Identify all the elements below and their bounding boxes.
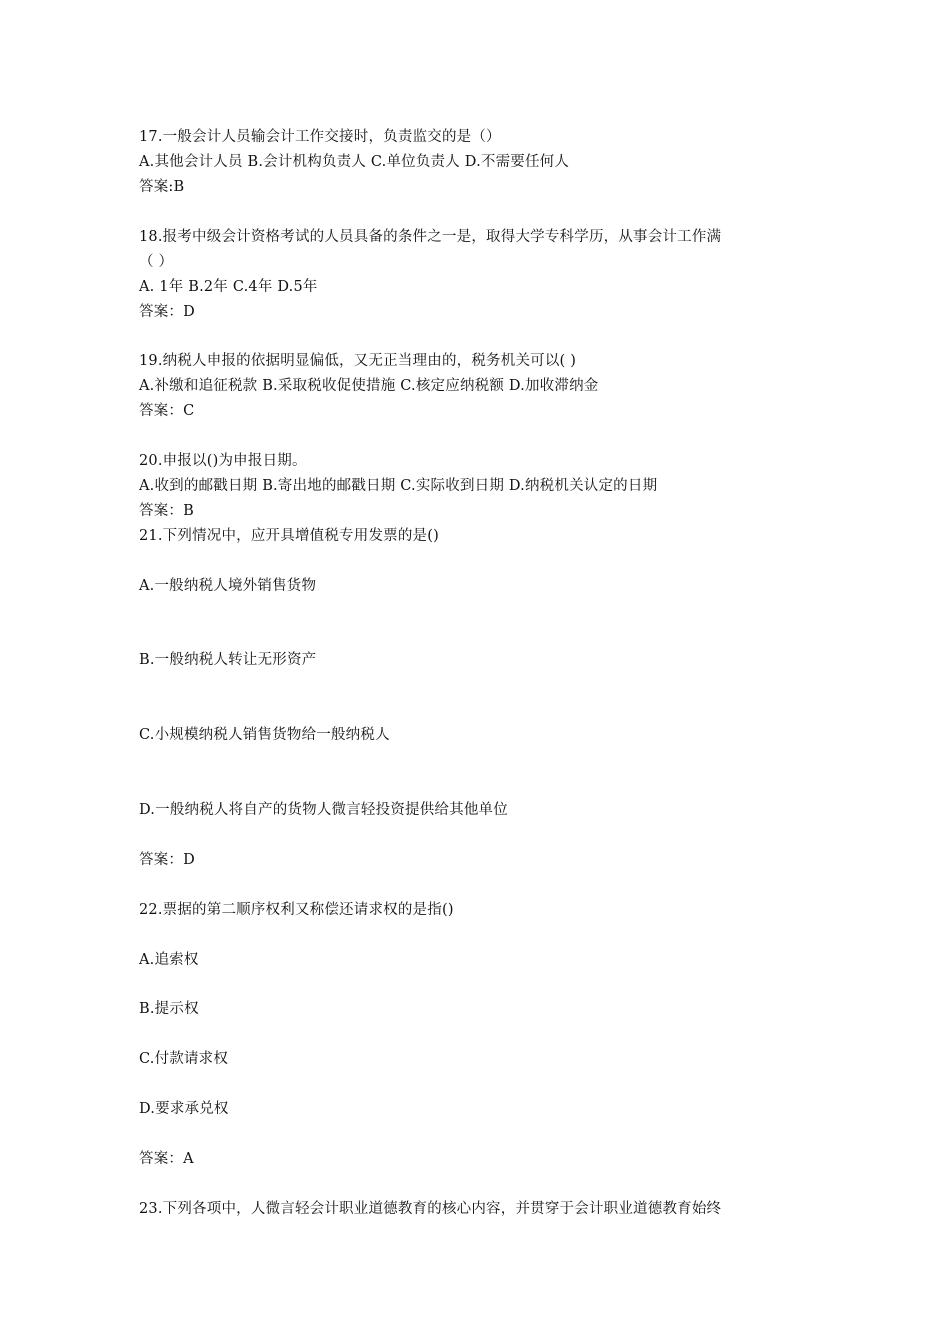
question-19-answer: 答案：C [139,403,195,419]
question-18: 18.报考中级会计资格考试的人员具备的条件之一是，取得大学专科学历，从事会计工作满 [139,229,722,245]
question-18-answer: 答案：D [139,304,195,320]
question-23: 23.下列各项中，人微言轻会计职业道德教育的核心内容，并贯穿于会计职业道德教育始终 [139,1201,722,1217]
question-22-option-d: D.要求承兑权 [139,1101,229,1117]
question-22-option-b: B.提示权 [139,1001,199,1017]
question-21-option-c: C.小规模纳税人销售货物给一般纳税人 [139,727,390,743]
question-22: 22.票据的第二顺序权利又称偿还请求权的是指() [139,902,454,918]
question-21-option-b: B.一般纳税人转让无形资产 [139,652,317,668]
question-20-answer: 答案：B [139,503,194,519]
question-17-options: A.其他会计人员 B.会计机构负责人 C.单位负责人 D.不需要任何人 [139,154,570,170]
question-20-options: A.收到的邮戳日期 B.寄出地的邮戳日期 C.实际收到日期 D.纳税机关认定的日期 [139,478,658,494]
question-20: 20.申报以()为申报日期。 [139,453,307,469]
question-19-options: A.补缴和追征税款 B.采取税收促使措施 C.核定应纳税额 D.加收滞纳金 [139,378,599,394]
question-21-option-a: A.一般纳税人境外销售货物 [139,578,317,594]
question-19: 19.纳税人申报的依据明显偏低，又无正当理由的，税务机关可以( ) [139,353,577,369]
question-17: 17.一般会计人员输会计工作交接时，负责监交的是（） [139,129,501,145]
question-17-answer: 答案:B [139,179,185,195]
question-21-option-d: D.一般纳税人将自产的货物人微言轻投资提供给其他单位 [139,802,508,818]
question-18-options: A. 1年 B.2年 C.4年 D.5年 [139,279,318,295]
question-22-answer: 答案：A [139,1151,194,1167]
question-21: 21.下列情况中，应开具增值税专用发票的是() [139,528,439,544]
question-22-option-a: A.追索权 [139,952,199,968]
question-18-blank: （ ） [139,254,174,270]
question-21-answer: 答案：D [139,852,195,868]
question-22-option-c: C.付款请求权 [139,1051,229,1067]
